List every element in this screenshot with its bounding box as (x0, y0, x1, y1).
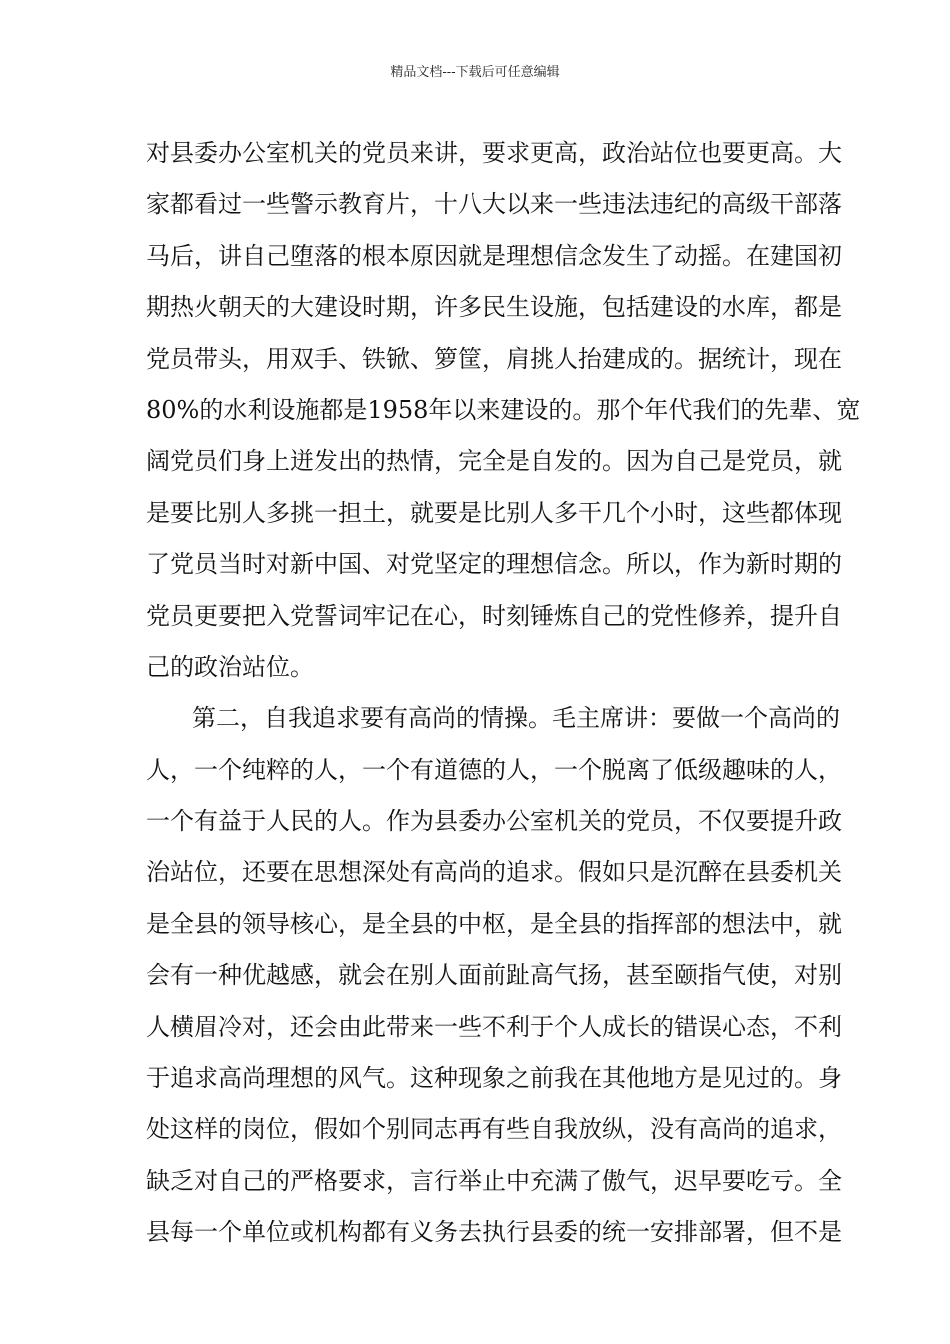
text-line: 了党员当时对新中国、对党坚定的理想信念。所以，作为新时期的 (146, 550, 842, 579)
text-line: 党员带头，用双手、铁锨、箩筐，肩挑人抬建成的。据统计，现在 (146, 344, 842, 373)
text-line: 家都看过一些警示教育片，十八大以来一些违法违纪的高级干部落 (146, 190, 842, 219)
paragraph (146, 128, 861, 693)
page-header: 精品文档---下载后可任意编辑 (390, 65, 560, 80)
text-line: 一个有益于人民的人。作为县委办公室机关的党员，不仅要提升政 (146, 807, 842, 836)
text-line: 会有一种优越感，就会在别人面前趾高气扬，甚至颐指气使，对别 (146, 961, 842, 990)
paragraph (146, 693, 842, 1258)
text-line: 期热火朝天的大建设时期，许多民生设施，包括建设的水库，都是 (146, 293, 842, 322)
text-line: 党员更要把入党誓词牢记在心，时刻锤炼自己的党性修养，提升自 (146, 601, 842, 630)
document-body (146, 128, 861, 1259)
text-line: 人，一个纯粹的人，一个有道德的人，一个脱离了低级趣味的人， (146, 755, 842, 784)
text-line: 己的政治站位。 (146, 652, 314, 681)
text-line: 治站位，还要在思想深处有高尚的追求。假如只是沉醉在县委机关 (146, 858, 842, 887)
text-line: 处这样的岗位，假如个别同志再有些自我放纵，没有高尚的追求， (146, 1115, 842, 1144)
text-line: 对县委办公室机关的党员来讲，要求更高，政治站位也要更高。大 (146, 139, 842, 167)
text-line: 县每一个单位或机构都有义务去执行县委的统一安排部署，但不是 (146, 1218, 842, 1247)
text-line: 缺乏对自己的严格要求，言行举止中充满了傲气，迟早要吃亏。全 (146, 1166, 842, 1195)
text-line: 马后，讲自己堕落的根本原因就是理想信念发生了动摇。在建国初 (146, 241, 842, 270)
text-line: 第二，自我追求要有高尚的情操。毛主席讲：要做一个高尚的 (192, 704, 840, 733)
text-line: 人横眉冷对，还会由此带来一些不利于个人成长的错误心态，不利 (146, 1012, 842, 1041)
text-line: 80%的水利设施都是1958年以来建设的。那个年代我们的先辈、宽 (146, 395, 861, 424)
text-line: 是全县的领导核心，是全县的中枢，是全县的指挥部的想法中，就 (146, 909, 842, 938)
text-line: 阔党员们身上迸发出的热情，完全是自发的。因为自己是党员，就 (146, 447, 842, 476)
text-line: 是要比别人多挑一担土，就要是比别人多干几个小时，这些都体现 (146, 498, 842, 527)
text-line: 于追求高尚理想的风气。这种现象之前我在其他地方是见过的。身 (146, 1064, 842, 1093)
